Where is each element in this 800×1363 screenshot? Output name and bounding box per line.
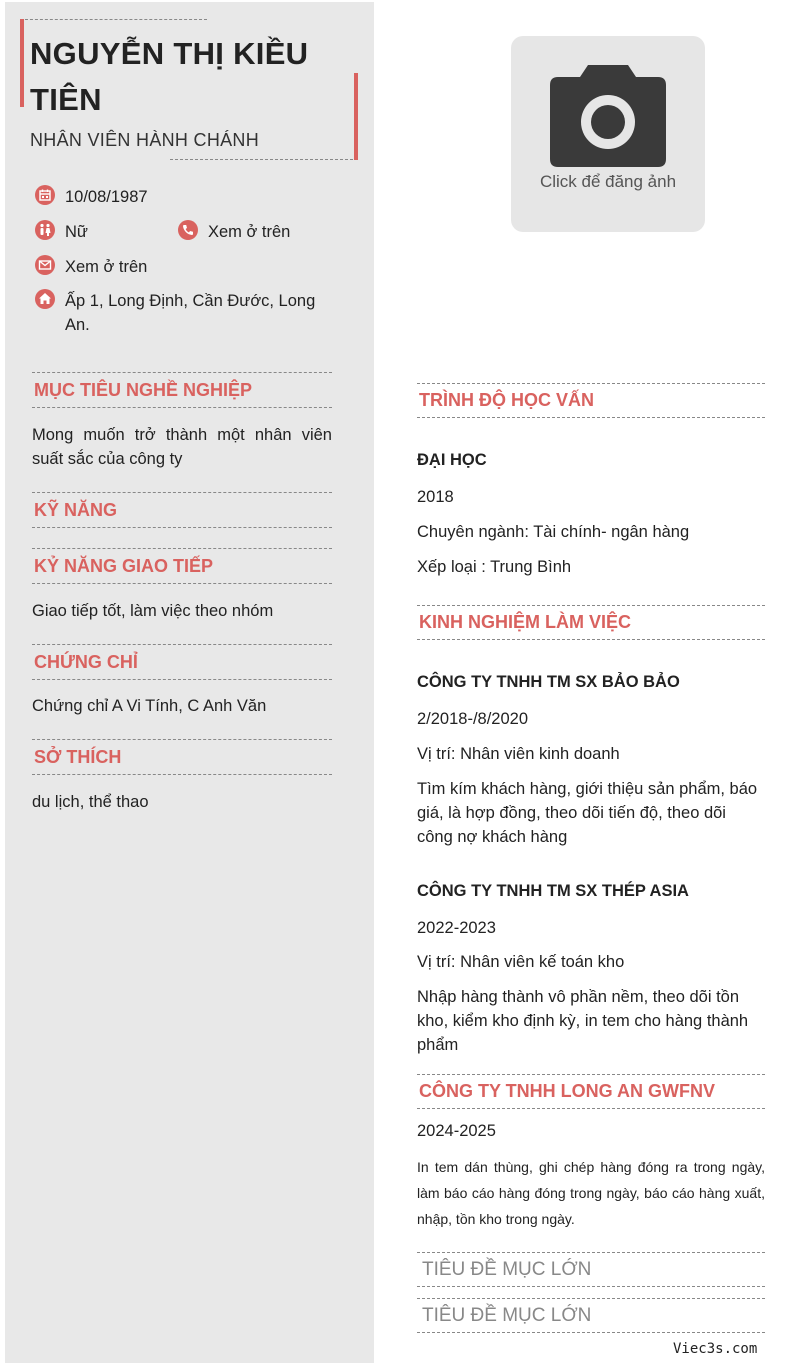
communication-heading[interactable]	[32, 548, 332, 584]
skills-heading[interactable]	[32, 492, 332, 528]
job-description[interactable]: Tìm kím khách hàng, giới thiệu sản phẩm, báo giá, là hợp đồng, theo dõi tiến độ, theo dõi công nợ khách hàng	[417, 780, 758, 846]
photo-upload[interactable]	[511, 36, 705, 232]
education-year[interactable]: 2018	[417, 488, 454, 506]
education-level[interactable]: ĐẠI HỌC	[417, 451, 487, 469]
name-top-divider	[20, 19, 207, 20]
candidate-name[interactable]: NGUYỄN THỊ KIỀU TIÊN	[30, 36, 309, 117]
communication-title: KỶ NĂNG GIAO TIẾP	[34, 556, 214, 576]
address[interactable]: Ấp 1, Long Định, Cần Đước, Long An.	[65, 292, 316, 334]
job-description[interactable]: Nhập hàng thành vô phần nềm, theo dõi tồn kho, kiểm kho định kỳ, in tem cho hàng thành phẩm	[417, 988, 749, 1054]
name-accent-bar-left	[20, 19, 24, 107]
name-accent-bar-right	[354, 73, 358, 160]
job-position[interactable]: Vị trí: Nhân viên kế toán kho	[417, 953, 625, 971]
placeholder-heading[interactable]	[417, 1252, 765, 1287]
skills-title: KỸ NĂNG	[34, 500, 118, 520]
home-icon	[35, 289, 55, 309]
objective-title: MỤC TIÊU NGHỀ NGHIỆP	[34, 380, 253, 400]
company3-period[interactable]: 2024-2025	[417, 1122, 496, 1140]
name-bottom-divider	[170, 159, 353, 160]
job-period[interactable]: 2/2018-/8/2020	[417, 710, 529, 728]
objective-heading[interactable]	[32, 372, 332, 408]
certificates-text[interactable]: Chứng chỉ A Vi Tính, C Anh Văn	[32, 697, 267, 715]
objective-text[interactable]: Mong muốn trở thành một nhân viên suất sắc của công ty	[32, 426, 332, 468]
placeholder-title: TIÊU ĐỀ MỤC LỚN	[422, 1259, 592, 1280]
gender-icon	[35, 220, 55, 240]
name-block	[20, 19, 358, 160]
education-title: TRÌNH ĐỘ HỌC VẤN	[419, 390, 594, 410]
footer-brand: Viec3s.com	[673, 1341, 758, 1357]
birthday[interactable]: 10/08/1987	[65, 188, 148, 206]
camera-icon	[550, 65, 666, 167]
education-heading[interactable]	[417, 383, 765, 418]
job-period[interactable]: 2022-2023	[417, 919, 496, 937]
job-company[interactable]: CÔNG TY TNHH TM SX THÉP ASIA	[417, 882, 689, 900]
education-grade[interactable]: Xếp loại : Trung Bình	[417, 558, 572, 576]
hobbies-text[interactable]: du lịch, thể thao	[32, 793, 149, 811]
experience-title: KINH NGHIỆM LÀM VIỆC	[419, 612, 632, 632]
company3-title: CÔNG TY TNHH LONG AN GWFNV	[419, 1081, 715, 1101]
job-company[interactable]: CÔNG TY TNHH TM SX BẢO BẢO	[417, 673, 680, 691]
hobbies-title: SỞ THÍCH	[34, 747, 122, 767]
company3-heading[interactable]	[417, 1074, 765, 1109]
phone-icon	[178, 220, 198, 240]
gender[interactable]: Nữ	[65, 223, 88, 241]
experience-heading[interactable]	[417, 605, 765, 640]
job-title[interactable]: NHÂN VIÊN HÀNH CHÁNH	[30, 130, 260, 150]
education-major[interactable]: Chuyên ngành: Tài chính- ngân hàng	[417, 523, 690, 541]
hobbies-heading[interactable]	[32, 739, 332, 775]
communication-text[interactable]: Giao tiếp tốt, làm việc theo nhóm	[32, 602, 274, 620]
phone[interactable]: Xem ở trên	[208, 223, 291, 241]
placeholder-heading[interactable]	[417, 1298, 765, 1333]
company3-description[interactable]: In tem dán thùng, ghi chép hàng đóng ra trong ngày, làm báo cáo hàng đóng trong ngày, báo cáo hàng xuất, nhập, tồn kho trong ngày.	[417, 1159, 765, 1227]
placeholder-title: TIÊU ĐỀ MỤC LỚN	[422, 1305, 592, 1326]
sidebar	[5, 2, 374, 1363]
email-icon	[35, 255, 55, 275]
email[interactable]: Xem ở trên	[65, 258, 148, 276]
certificates-title: CHỨNG CHỈ	[34, 652, 138, 672]
job-position[interactable]: Vị trí: Nhân viên kinh doanh	[417, 745, 620, 763]
certificates-heading[interactable]	[32, 644, 332, 680]
calendar-icon	[35, 185, 55, 205]
photo-upload-label: Click để đăng ảnh	[539, 172, 677, 191]
